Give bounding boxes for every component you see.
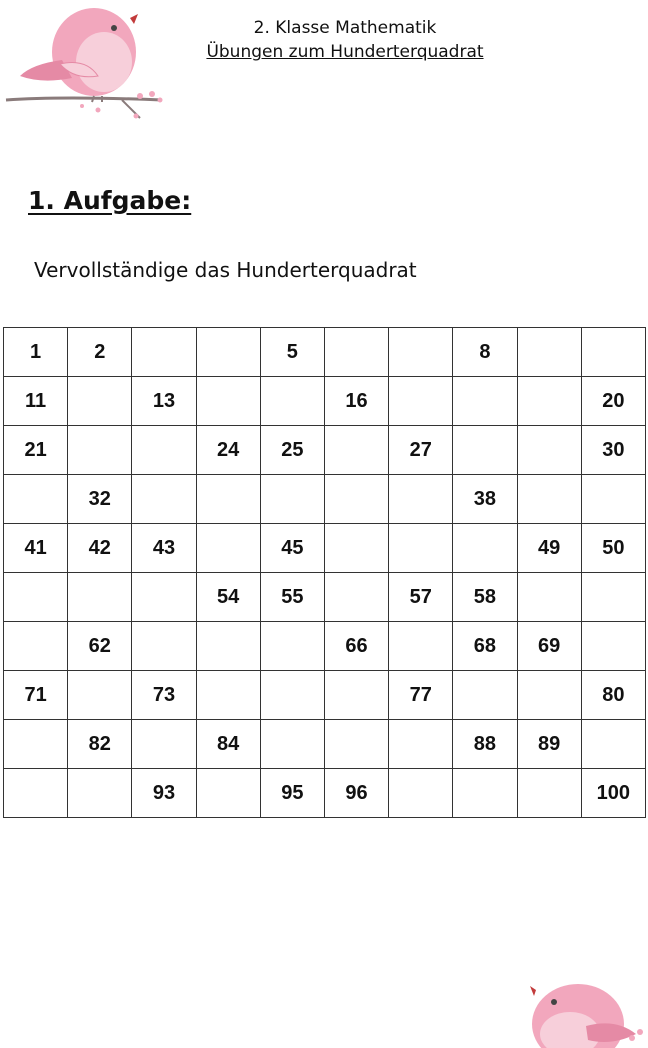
grid-cell: 50: [581, 524, 645, 573]
grid-cell: 82: [68, 720, 132, 769]
grid-cell[interactable]: [517, 475, 581, 524]
grid-cell[interactable]: [324, 524, 388, 573]
grid-cell[interactable]: [324, 426, 388, 475]
grid-cell[interactable]: [324, 720, 388, 769]
grid-cell: 95: [260, 769, 324, 818]
grid-cell[interactable]: [196, 475, 260, 524]
grid-row: [4, 720, 646, 769]
grid-cell[interactable]: [453, 769, 517, 818]
grid-cell[interactable]: [132, 622, 196, 671]
grid-cell[interactable]: [196, 524, 260, 573]
grid-row: [4, 377, 646, 426]
grid-cell[interactable]: [4, 769, 68, 818]
grid-cell[interactable]: [581, 328, 645, 377]
grid-row: [4, 573, 646, 622]
grid-cell: 1: [4, 328, 68, 377]
grid-cell[interactable]: [132, 426, 196, 475]
grid-cell[interactable]: [68, 671, 132, 720]
grid-cell[interactable]: [389, 622, 453, 671]
grid-cell: 49: [517, 524, 581, 573]
grid-cell[interactable]: [453, 524, 517, 573]
grid-cell[interactable]: [132, 328, 196, 377]
grid-cell: 38: [453, 475, 517, 524]
grid-cell[interactable]: [260, 671, 324, 720]
grid-cell[interactable]: [581, 622, 645, 671]
grid-cell[interactable]: [196, 671, 260, 720]
grid-cell[interactable]: [389, 769, 453, 818]
grid-cell[interactable]: [4, 622, 68, 671]
grid-cell[interactable]: [260, 475, 324, 524]
grid-cell: 58: [453, 573, 517, 622]
worksheet-header: [150, 16, 540, 64]
grid-cell: 54: [196, 573, 260, 622]
grid-cell[interactable]: [517, 426, 581, 475]
grid-cell: 68: [453, 622, 517, 671]
grid-cell: 41: [4, 524, 68, 573]
grid-cell[interactable]: [132, 573, 196, 622]
grid-cell: 45: [260, 524, 324, 573]
grid-cell[interactable]: [324, 328, 388, 377]
grid-cell[interactable]: [196, 769, 260, 818]
grid-cell[interactable]: [68, 426, 132, 475]
grid-cell: 42: [68, 524, 132, 573]
worksheet-subtitle: Übungen zum Hunderterquadrat: [206, 42, 484, 62]
grid-cell: 27: [389, 426, 453, 475]
grid-cell[interactable]: [453, 426, 517, 475]
grid-cell: 69: [517, 622, 581, 671]
grid-cell[interactable]: [517, 377, 581, 426]
grid-row: [4, 622, 646, 671]
grid-row: [4, 328, 646, 377]
grid-row: [4, 524, 646, 573]
grid-cell: 88: [453, 720, 517, 769]
grid-cell[interactable]: [260, 720, 324, 769]
grid-cell[interactable]: [4, 720, 68, 769]
grid-cell[interactable]: [132, 720, 196, 769]
grid-cell[interactable]: [260, 622, 324, 671]
grid-cell: 66: [324, 622, 388, 671]
grid-cell: 8: [453, 328, 517, 377]
grid-cell[interactable]: [581, 573, 645, 622]
grid-cell: 43: [132, 524, 196, 573]
bird-illustration-top: [2, 0, 170, 126]
grid-cell: 77: [389, 671, 453, 720]
grid-row: [4, 426, 646, 475]
grid-cell: 80: [581, 671, 645, 720]
grid-cell: 20: [581, 377, 645, 426]
grid-cell[interactable]: [581, 475, 645, 524]
grid-cell: 25: [260, 426, 324, 475]
task-instruction: Vervollständige das Hunderterquadrat: [34, 258, 417, 282]
grid-cell[interactable]: [517, 328, 581, 377]
bird-illustration-bottom: [526, 968, 648, 1048]
grid-cell: 24: [196, 426, 260, 475]
grid-cell[interactable]: [389, 720, 453, 769]
grid-cell: 5: [260, 328, 324, 377]
grid-row: [4, 769, 646, 818]
grid-cell[interactable]: [324, 475, 388, 524]
grid-cell: 57: [389, 573, 453, 622]
grid-cell[interactable]: [4, 573, 68, 622]
grid-cell[interactable]: [132, 475, 196, 524]
grid-cell: 16: [324, 377, 388, 426]
grid-cell: 93: [132, 769, 196, 818]
task-title: 1. Aufgabe:: [28, 186, 192, 215]
grid-cell: 55: [260, 573, 324, 622]
grid-cell[interactable]: [196, 622, 260, 671]
grid-cell: 84: [196, 720, 260, 769]
grid-cell[interactable]: [581, 720, 645, 769]
grid-cell[interactable]: [260, 377, 324, 426]
grid-cell[interactable]: [68, 769, 132, 818]
grid-cell: 13: [132, 377, 196, 426]
grid-cell: 96: [324, 769, 388, 818]
grid-cell[interactable]: [389, 524, 453, 573]
grid-cell[interactable]: [389, 377, 453, 426]
class-subject-title: 2. Klasse Mathematik: [253, 18, 437, 38]
grid-cell: 89: [517, 720, 581, 769]
grid-cell: 30: [581, 426, 645, 475]
grid-cell[interactable]: [453, 377, 517, 426]
grid-row: [4, 671, 646, 720]
grid-cell[interactable]: [389, 475, 453, 524]
grid-cell: 100: [581, 769, 645, 818]
grid-cell: 2: [68, 328, 132, 377]
grid-cell[interactable]: [196, 377, 260, 426]
grid-cell[interactable]: [68, 573, 132, 622]
grid-cell[interactable]: [389, 328, 453, 377]
grid-row: [4, 475, 646, 524]
grid-cell[interactable]: [4, 475, 68, 524]
grid-cell[interactable]: [196, 328, 260, 377]
grid-cell[interactable]: [517, 769, 581, 818]
grid-cell[interactable]: [517, 671, 581, 720]
grid-cell: 21: [4, 426, 68, 475]
grid-cell: 71: [4, 671, 68, 720]
grid-cell[interactable]: [324, 573, 388, 622]
grid-cell: 32: [68, 475, 132, 524]
grid-cell[interactable]: [68, 377, 132, 426]
hundred-square-grid: [3, 327, 646, 818]
grid-cell[interactable]: [517, 573, 581, 622]
grid-cell[interactable]: [324, 671, 388, 720]
grid-cell: 73: [132, 671, 196, 720]
grid-cell: 11: [4, 377, 68, 426]
grid-cell[interactable]: [453, 671, 517, 720]
grid-cell: 62: [68, 622, 132, 671]
